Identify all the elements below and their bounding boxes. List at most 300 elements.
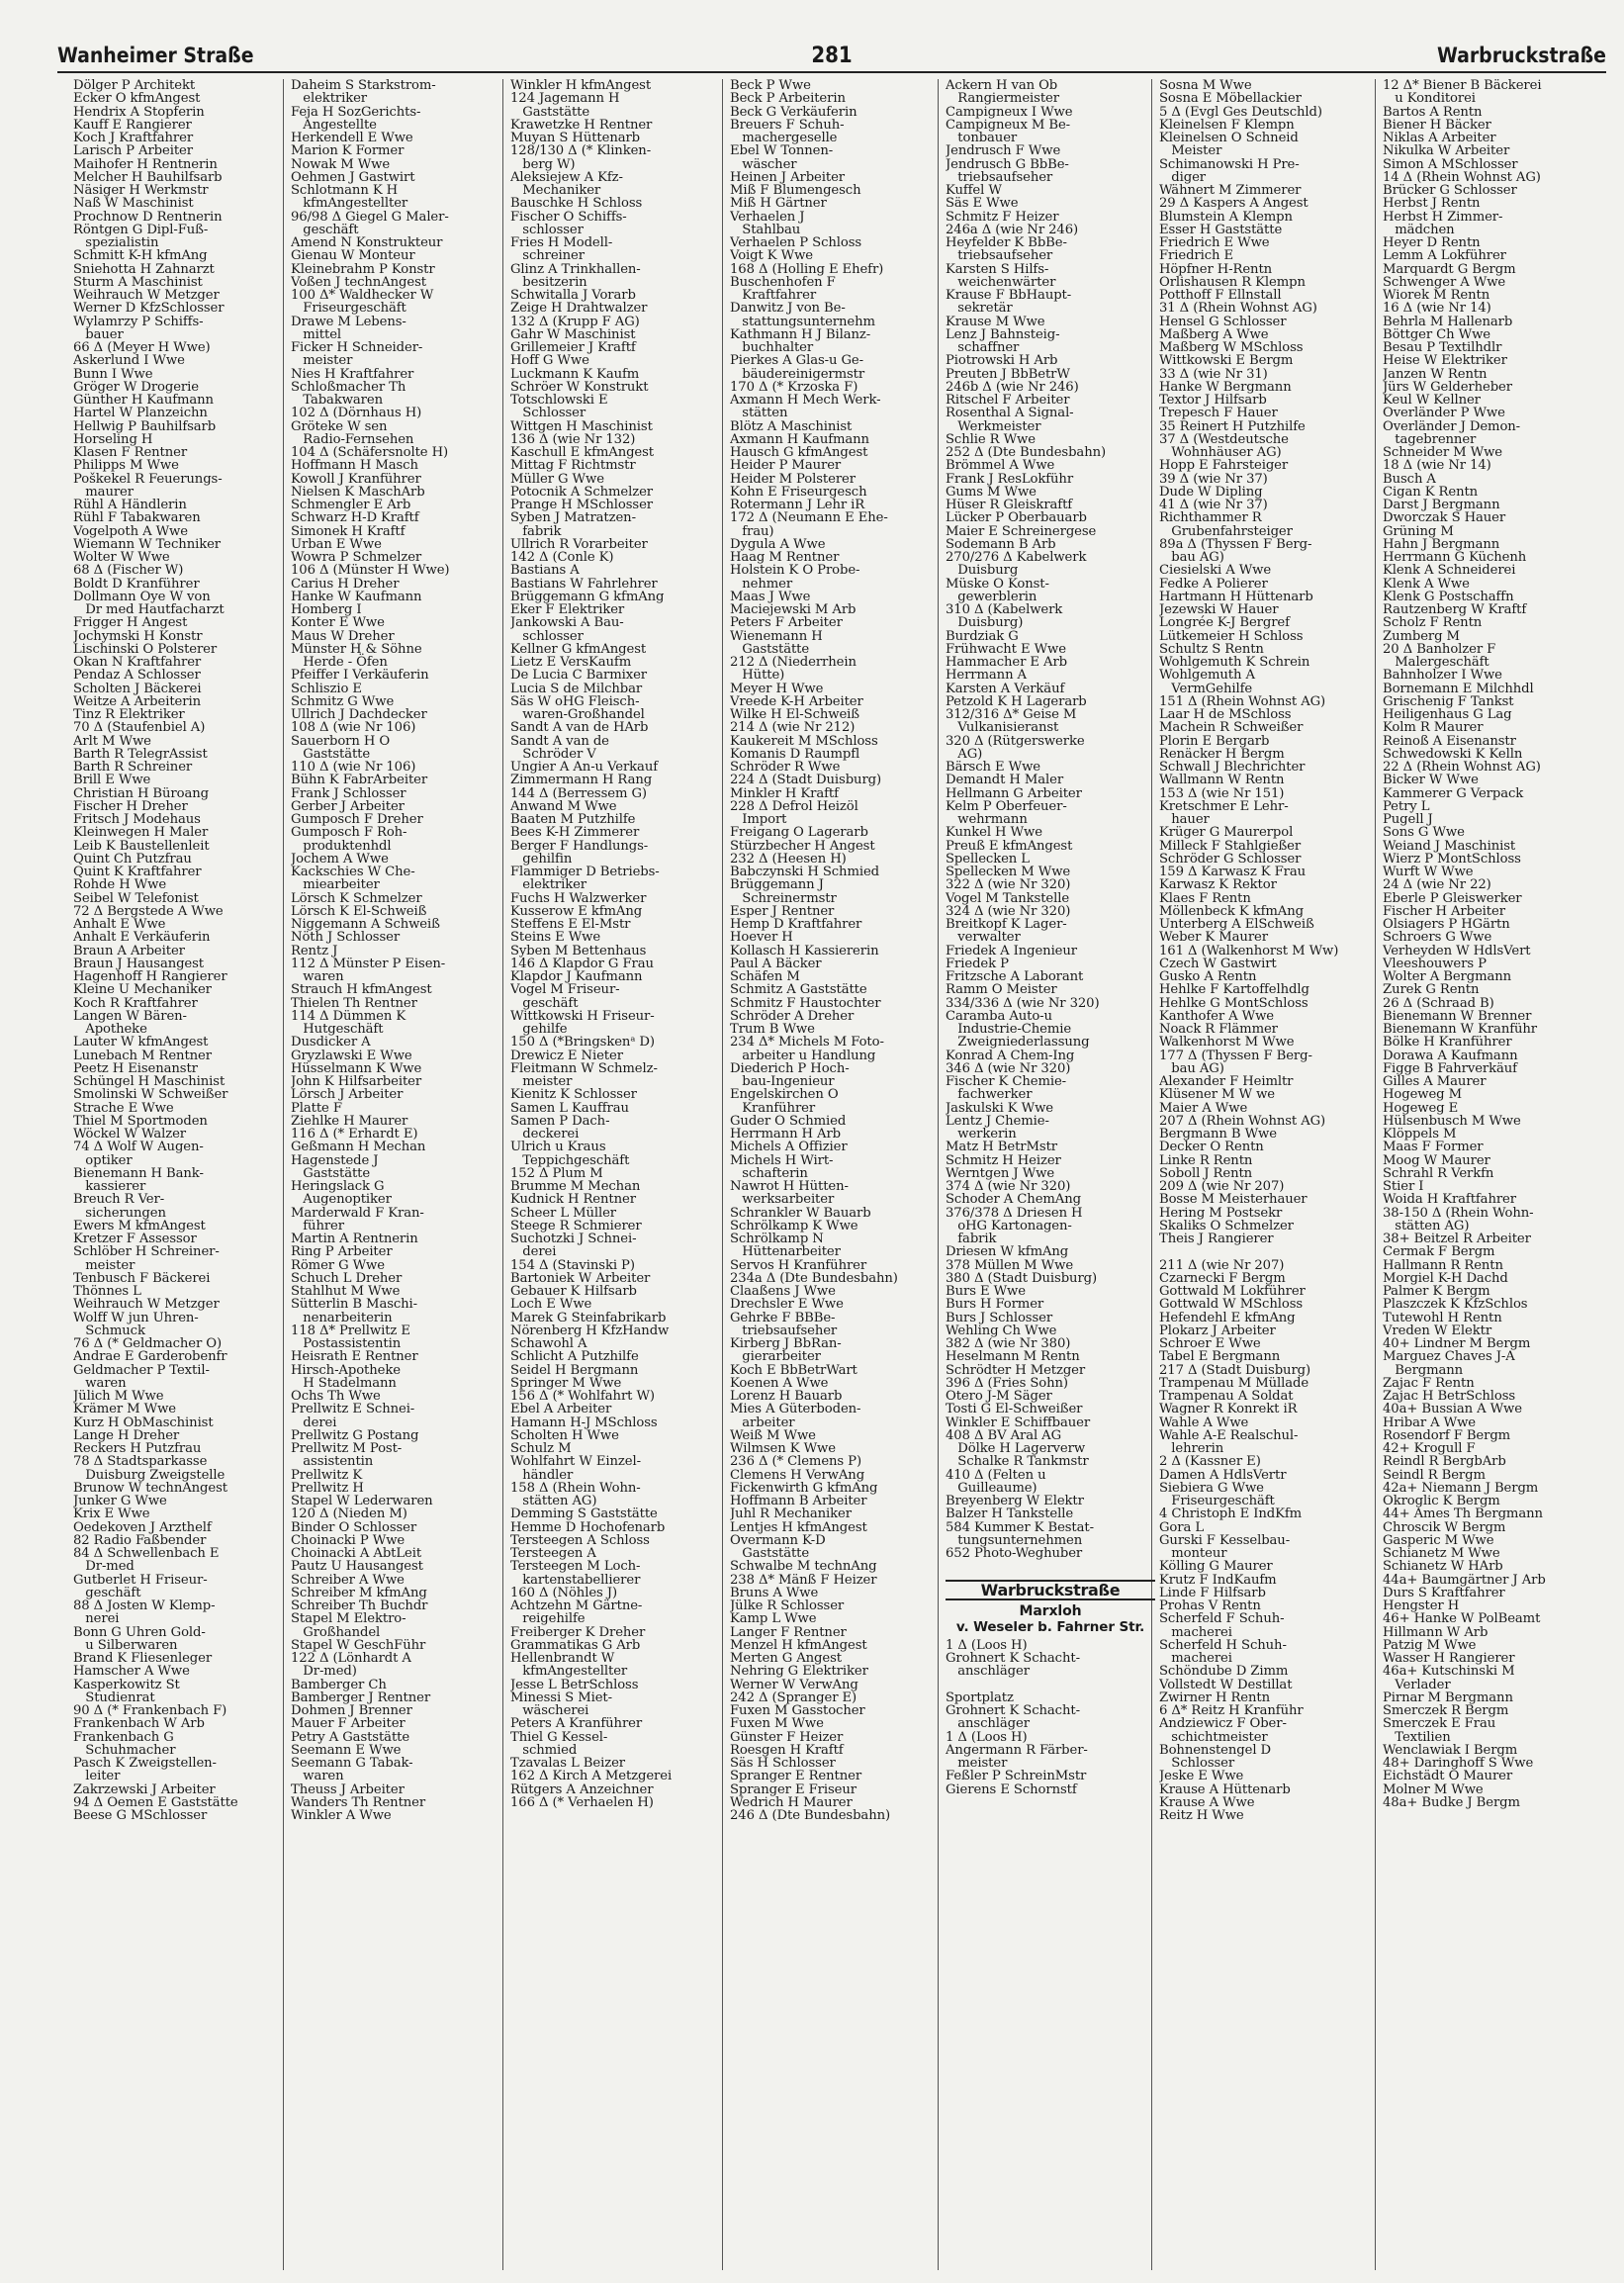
directory-entry: Theuss J Arbeiter xyxy=(291,1781,405,1797)
directory-entry: geschäft xyxy=(291,222,359,237)
directory-entry: Strauch H kfmAngest xyxy=(291,982,432,998)
directory-entry: Gums M Wwe xyxy=(946,484,1037,500)
directory-entry: Stapel W GeschFühr xyxy=(291,1637,426,1653)
directory-entry: Koch J Kraftfahrer xyxy=(73,131,194,145)
directory-entry: Choinacki A AbtLeit xyxy=(291,1546,422,1561)
directory-entry: schlosser xyxy=(510,628,584,644)
directory-entry: Tersteegen A Schloss xyxy=(510,1532,650,1548)
directory-entry: 68 Δ (Fischer W) xyxy=(73,563,184,579)
directory-entry: Braun A Arbeiter xyxy=(73,943,185,959)
directory-entry: Gaststätte xyxy=(291,746,371,762)
directory-entry: Bastians A xyxy=(510,563,580,579)
directory-entry: sekretär xyxy=(946,301,1013,317)
directory-entry: 378 Müllen M Wwe xyxy=(946,1257,1074,1273)
directory-entry: Nehring G Elektriker xyxy=(730,1664,868,1680)
directory-entry: Stahlhut M Wwe xyxy=(291,1284,401,1299)
directory-entry: Esper J Rentner xyxy=(730,903,835,919)
directory-entry: 84 Δ Schwellenbach E xyxy=(73,1546,220,1561)
directory-entry: Kelm P Oberfeuer- xyxy=(946,798,1067,814)
directory-entry: Rentz J xyxy=(291,943,338,959)
directory-entry: Kirberg J BbRan- xyxy=(730,1336,842,1351)
directory-entry: Kasperkowitz St xyxy=(73,1677,180,1692)
directory-entry: 252 Δ (Dte Bundesbahn) xyxy=(946,445,1107,460)
directory-entry: Dusdicker A xyxy=(291,1035,371,1050)
directory-entry: 88 Δ Josten W Klemp- xyxy=(73,1598,216,1613)
directory-entry: kassierer xyxy=(73,1179,146,1194)
directory-entry: Seemann E Wwe xyxy=(291,1742,402,1758)
directory-entry: 161 Δ (Walkenhorst M Ww) xyxy=(1159,943,1339,959)
directory-entry: Wienemann H xyxy=(730,628,823,644)
directory-entry: Prellwitz G Postang xyxy=(291,1427,419,1443)
directory-entry: Schmengler E Arb xyxy=(291,498,411,512)
directory-entry: Berger F Handlungs- xyxy=(510,838,649,854)
directory-entry: 246a Δ (wie Nr 246) xyxy=(946,222,1079,237)
directory-entry: Hribar A Wwe xyxy=(1383,1415,1476,1430)
directory-entry: Gottwald W MSchloss xyxy=(1159,1297,1304,1313)
directory-entry: Brüggemann G kfmAng xyxy=(510,589,665,604)
directory-entry: Burs J Schlosser xyxy=(946,1310,1053,1325)
directory-entry: Herbst J Rentn xyxy=(1383,196,1481,212)
directory-entry: Bartos A Rentn xyxy=(1383,104,1483,120)
directory-entry: Gottwald M Lokführer xyxy=(1159,1284,1306,1299)
directory-entry: Schreinermstr xyxy=(730,890,837,906)
directory-entry: Simon A MSchlosser xyxy=(1383,156,1518,172)
directory-entry: 142 Δ (Conle K) xyxy=(510,550,614,565)
directory-entry: 114 Δ Dümmen K xyxy=(291,1008,406,1024)
directory-entry: händler xyxy=(510,1467,574,1483)
directory-entry: Vollstedt W Destillat xyxy=(1159,1677,1293,1692)
directory-entry: Schneider M Wwe xyxy=(1383,445,1503,460)
directory-entry: Loch E Wwe xyxy=(510,1297,592,1313)
directory-entry: schmied xyxy=(510,1742,578,1758)
directory-entry: Axmann H Mech Werk- xyxy=(730,393,881,408)
directory-entry: 40a+ Bussian A Wwe xyxy=(1383,1402,1522,1417)
directory-entry: Miß H Gärtner xyxy=(730,196,827,212)
directory-entry: kfmAngestellter xyxy=(291,196,408,212)
directory-entry: Hogeweg M xyxy=(1383,1087,1463,1103)
directory-entry: Beese G MSchlosser xyxy=(73,1808,208,1823)
directory-entry: Trepesch F Hauer xyxy=(1159,406,1278,421)
directory-entry: stätten AG) xyxy=(1383,1218,1470,1233)
directory-entry: Frankenbach W Arb xyxy=(73,1716,205,1732)
directory-entry: Guilleaume) xyxy=(946,1480,1038,1496)
directory-entry: Steins E Wwe xyxy=(510,930,601,946)
directory-entry: Drawe M Lebens- xyxy=(291,314,406,329)
directory-entry: 35 Reinert H Putzhilfe xyxy=(1159,418,1306,434)
directory-entry: Schmitz F Haustochter xyxy=(730,995,881,1011)
directory-entry: schaffner xyxy=(946,340,1020,355)
directory-entry: Zweigniederlassung xyxy=(946,1035,1090,1050)
directory-entry: Krause M Wwe xyxy=(946,314,1045,329)
directory-entry: Wilmsen K Wwe xyxy=(730,1441,836,1456)
directory-entry: Heinen J Arbeiter xyxy=(730,169,845,185)
directory-entry: Wiemann W Techniker xyxy=(73,536,222,552)
directory-entry: stattungsunternehm xyxy=(730,314,875,329)
directory-entry: Hellmann G Arbeiter xyxy=(946,785,1082,801)
directory-entry: Schröder A Dreher xyxy=(730,1008,855,1024)
directory-entry: Wedrich H Maurer xyxy=(730,1794,853,1810)
directory-entry: Schwalbe M technAng xyxy=(730,1559,877,1575)
directory-entry: Kienitz K Schlosser xyxy=(510,1087,637,1103)
directory-entry: spezialistin xyxy=(73,235,159,250)
directory-entry: Krause A Hüttenarb xyxy=(1159,1781,1291,1797)
directory-entry: Voßen J technAngest xyxy=(291,274,426,290)
directory-entry: Kammerer G Verpack xyxy=(1383,785,1524,801)
directory-entry: Moog W Maurer xyxy=(1383,1152,1490,1168)
directory-entry: Servos H Kranführer xyxy=(730,1257,867,1273)
directory-entry: 1 Δ (Loos H) xyxy=(946,1729,1028,1745)
directory-entry: 156 Δ (* Wohlfahrt W) xyxy=(510,1389,655,1404)
directory-entry: Krawetzke H Rentner xyxy=(510,117,653,133)
directory-entry: 33 Δ (wie Nr 31) xyxy=(1159,366,1268,382)
directory-entry: Schulz M xyxy=(510,1441,572,1456)
directory-entry: Schmitz A Gaststätte xyxy=(730,982,867,998)
directory-entry: Prellwitz K xyxy=(291,1467,363,1483)
directory-entry: Hagenstede J xyxy=(291,1152,379,1168)
directory-entry: weichenwärter xyxy=(946,274,1056,290)
directory-entry: Kraftfahrer xyxy=(730,288,817,303)
directory-entry: Friedek P xyxy=(946,956,1009,971)
directory-entry: Braun J Hausangest xyxy=(73,956,205,971)
directory-entry: Bühn K FabrArbeiter xyxy=(291,773,428,788)
directory-entry: Burdziak G xyxy=(946,628,1019,644)
directory-entry: Ackern H van Ob xyxy=(946,79,1058,93)
directory-entry: Mies A Güterboden- xyxy=(730,1402,861,1417)
directory-entry: Brunow W technAngest xyxy=(73,1480,227,1496)
directory-entry: 82 Radio Faßbender xyxy=(73,1532,207,1548)
directory-entry: Juhl R Mechaniker xyxy=(730,1507,852,1522)
directory-entry: Skaliks O Schmelzer xyxy=(1159,1218,1294,1233)
directory-entry: Schianetz M Wwe xyxy=(1383,1546,1500,1561)
directory-entry: Zwirner H Rentn xyxy=(1159,1689,1270,1705)
directory-entry: Hüttenarbeiter xyxy=(730,1244,841,1260)
directory-entry: Laar H de MSchloss xyxy=(1159,707,1292,722)
directory-entry: gierarbeiter xyxy=(730,1349,821,1365)
directory-entry: Gurski F Kesselbau- xyxy=(1159,1532,1291,1548)
directory-entry: Sons G Wwe xyxy=(1383,825,1465,841)
directory-entry: hauer xyxy=(1159,812,1210,827)
directory-entry: Wolter A Bergmann xyxy=(1383,969,1512,984)
directory-entry: Pirnar M Bergmann xyxy=(1383,1689,1513,1705)
directory-entry: waren-Großhandel xyxy=(510,707,645,722)
directory-entry: Postassistentin xyxy=(291,1336,402,1351)
directory-entry: 26 Δ (Schraad B) xyxy=(1383,995,1494,1011)
directory-entry: Schlicht A Putzhilfe xyxy=(510,1349,639,1365)
directory-entry: Schroer E Wwe xyxy=(1159,1336,1261,1351)
directory-entry: Wittkowski E Bergm xyxy=(1159,353,1294,369)
directory-entry: Schuhmacher xyxy=(73,1742,176,1758)
directory-entry: Brücker G Schlosser xyxy=(1383,183,1517,198)
directory-entry: Gienau W Monteur xyxy=(291,248,415,264)
directory-entry: Herkendell E Wwe xyxy=(291,131,413,145)
directory-entry: 78 Δ Stadtsparkasse xyxy=(73,1454,208,1470)
directory-entry: Grubenfahrsteiger xyxy=(1159,523,1293,539)
directory-entry: Hoffmann H Masch xyxy=(291,458,418,474)
directory-entry: Molner M Wwe xyxy=(1383,1781,1484,1797)
directory-entry: Prochnow D Rentnerin xyxy=(73,209,223,225)
directory-entry: Wagner R Konrekt iR xyxy=(1159,1402,1298,1417)
directory-entry: AG) xyxy=(946,746,983,762)
directory-entry: Wittgen H Maschinist xyxy=(510,418,653,434)
directory-entry: Zimmermann H Rang xyxy=(510,773,653,788)
directory-entry: 12 Δ* Biener B Bäckerei xyxy=(1383,79,1542,93)
directory-entry: Niggemann A Schweiß xyxy=(291,917,440,932)
directory-entry: Spellecken M Wwe xyxy=(946,865,1071,879)
directory-entry: Horseling H xyxy=(73,431,153,447)
directory-entry: 324 Δ (wie Nr 320) xyxy=(946,903,1071,919)
directory-entry: Wilke H El-Schweiß xyxy=(730,707,859,722)
directory-entry: 224 Δ (Stadt Duisburg) xyxy=(730,773,882,788)
directory-entry: Samen L Kauffrau xyxy=(510,1100,629,1116)
directory-entry: besitzerin xyxy=(510,274,587,290)
directory-entry: Niklas A Arbeiter xyxy=(1383,131,1496,145)
directory-entry: u Konditorei xyxy=(1383,91,1476,107)
directory-entry: Lange H Dreher xyxy=(73,1427,180,1443)
directory-entry: Weitze A Arbeiterin xyxy=(73,693,201,709)
directory-entry: Schrahl R Verkfn xyxy=(1383,1165,1494,1181)
directory-entry: 128/130 Δ (* Klinken- xyxy=(510,143,652,159)
directory-entry: 118 Δ* Prellwitz E xyxy=(291,1323,410,1338)
directory-entry: Quint Ch Putzfrau xyxy=(73,851,192,867)
directory-entry: Thiel G Kessel- xyxy=(510,1729,608,1745)
directory-entry: Hamscher A Wwe xyxy=(73,1664,190,1680)
directory-entry: werkerin xyxy=(946,1127,1017,1142)
directory-entry: Czarnecki F Bergm xyxy=(1159,1270,1286,1286)
directory-entry: Hemme D Hochofenarb xyxy=(510,1519,666,1535)
directory-entry: Ewers M kfmAngest xyxy=(73,1218,206,1233)
directory-entry: Overmann K-D xyxy=(730,1532,826,1548)
directory-entry: Schimanowski H Pre- xyxy=(1159,156,1300,172)
directory-entry: miearbeiter xyxy=(291,877,380,893)
directory-entry: 124 Jagemann H xyxy=(510,91,620,107)
directory-column-6 xyxy=(1159,79,1377,2270)
directory-entry: reigehilfe xyxy=(510,1611,586,1627)
directory-entry: Werner W VerwAng xyxy=(730,1677,858,1692)
directory-entry: Prellwitz M Post- xyxy=(291,1441,403,1456)
directory-entry: 108 Δ (wie Nr 106) xyxy=(291,720,416,736)
directory-entry: Thönnes L xyxy=(73,1284,141,1299)
directory-entry: Trampenau A Soldat xyxy=(1159,1389,1294,1404)
street-section-title: Warbruckstraße xyxy=(946,1580,1155,1600)
directory-entry: Schultz S Rentn xyxy=(1159,641,1264,657)
directory-entry: Petry A Gaststätte xyxy=(291,1729,410,1745)
directory-entry: 214 Δ (wie Nr 212) xyxy=(730,720,856,736)
directory-entry: Petry L xyxy=(1383,798,1430,814)
directory-entry: Radio-Fernsehen xyxy=(291,431,414,447)
directory-entry: Gahr W Maschinist xyxy=(510,326,636,342)
directory-entry: Hellwig P Bauhilfsarb xyxy=(73,418,217,434)
directory-entry: fachwerker xyxy=(946,1087,1033,1103)
directory-entry: Thielen Th Rentner xyxy=(291,995,417,1011)
directory-entry: Jezewski W Hauer xyxy=(1159,602,1279,617)
directory-entry: Andrae E Garderobenfr xyxy=(73,1349,227,1365)
directory-entry: 16 Δ (wie Nr 14) xyxy=(1383,301,1491,317)
directory-entry: Boldt D Kranführer xyxy=(73,576,200,592)
header-street-right: Warbruckstraße xyxy=(1437,44,1606,67)
directory-entry: Engelskirchen O xyxy=(730,1087,839,1103)
directory-entry: Dölger P Architekt xyxy=(73,79,196,93)
directory-entry: Arlt M Wwe xyxy=(73,733,151,749)
directory-entry xyxy=(1159,1245,1377,1258)
directory-entry: 46a+ Kutschinski M xyxy=(1383,1664,1515,1680)
directory-entry: Overländer P Wwe xyxy=(1383,406,1505,421)
directory-entry: Schröder R Wwe xyxy=(730,760,841,775)
directory-entry: Walkenhorst M Wwe xyxy=(1159,1035,1295,1050)
page-header xyxy=(57,44,1606,73)
directory-entry: Steffens E El-Mstr xyxy=(510,917,631,932)
directory-entry: Pierkes A Glas-u Ge- xyxy=(730,353,863,369)
directory-entry: Mauer F Arbeiter xyxy=(291,1716,406,1732)
directory-entry: leiter xyxy=(73,1769,121,1784)
directory-entry: Schianetz W HArb xyxy=(1383,1559,1503,1575)
directory-entry: Ebel A Arbeiter xyxy=(510,1402,612,1417)
directory-entry: Bienemann H Bank- xyxy=(73,1165,204,1181)
directory-entry: Konrad A Chem-Ing xyxy=(946,1048,1075,1063)
directory-entry: Platte F xyxy=(291,1100,342,1116)
directory-entry: Röntgen G Dipl-Fuß- xyxy=(73,222,209,237)
directory-entry: Fuchs H Walzwerker xyxy=(510,890,647,906)
directory-entry: Larisch P Arbeiter xyxy=(73,143,193,159)
directory-entry: Luckmann K Kaufm xyxy=(510,366,640,382)
directory-entry: Holstein K O Probe- xyxy=(730,563,860,579)
directory-entry: Schlosser xyxy=(1159,1756,1235,1771)
directory-entry: Maus W Dreher xyxy=(291,628,395,644)
directory-entry: Fuxen M Wwe xyxy=(730,1716,824,1732)
directory-entry: Fuxen M Gasstocher xyxy=(730,1703,865,1718)
directory-entry: Schüngel H Maschinist xyxy=(73,1074,226,1089)
directory-entry: Campigneux I Wwe xyxy=(946,104,1073,120)
directory-entry: Michels H Wirt- xyxy=(730,1152,834,1168)
directory-entry: Werner D KfzSchlosser xyxy=(73,301,225,317)
directory-entry: Mittag F Richtmstr xyxy=(510,458,636,474)
directory-entry: maurer xyxy=(73,484,134,500)
directory-entry: Kurz H ObMaschinist xyxy=(73,1415,214,1430)
directory-entry: Sandt A van de xyxy=(510,733,609,749)
directory-entry: Richthammer R xyxy=(1159,510,1262,526)
directory-entry: Gehrke F BBBe- xyxy=(730,1310,836,1325)
directory-entry: Bohnenstengel D xyxy=(1159,1742,1272,1758)
directory-entry: Bastians W Fahrlehrer xyxy=(510,576,658,592)
directory-entry: Säs E Wwe xyxy=(946,196,1019,212)
directory-entry: Milleck F Stahlgießer xyxy=(1159,838,1302,854)
directory-entry: Peters F Arbeiter xyxy=(730,615,843,631)
directory-entry: Bruns A Wwe xyxy=(730,1585,819,1600)
directory-entry: 72 Δ Bergstede A Wwe xyxy=(73,903,224,919)
directory-entry: Stapel W Lederwaren xyxy=(291,1494,433,1508)
directory-entry: Wohlgemuth A xyxy=(1159,668,1255,684)
directory-entry: frau) xyxy=(730,523,774,539)
directory-entry: Bahnholzer I Wwe xyxy=(1383,668,1502,684)
directory-entry: 160 Δ (Nöhles J) xyxy=(510,1585,618,1600)
directory-entry: Freiberger K Dreher xyxy=(510,1624,646,1640)
directory-entry: Lietz E VersKaufm xyxy=(510,655,632,670)
directory-entry: Fleitmann W Schmelz- xyxy=(510,1060,658,1076)
directory-entry: Stapel M Elektro- xyxy=(291,1611,406,1627)
directory-entry: Besau P Textilhdlr xyxy=(1383,340,1502,355)
directory-entry: stätten AG) xyxy=(510,1494,597,1508)
directory-entry: Lunebach M Rentner xyxy=(73,1048,212,1063)
directory-entry: Caramba Auto-u xyxy=(946,1008,1052,1024)
directory-entry: Hoffmann B Arbeiter xyxy=(730,1494,867,1508)
directory-entry: Reckers H Putzfrau xyxy=(73,1441,202,1456)
directory-entry: Voigt K Wwe xyxy=(730,248,813,264)
directory-entry: Kleine U Mechaniker xyxy=(73,982,212,998)
directory-entry: Okroglic K Bergm xyxy=(1383,1494,1500,1508)
directory-entry: 234a Δ (Dte Bundesbahn) xyxy=(730,1270,898,1286)
directory-entry: Beck G Verkäuferin xyxy=(730,104,857,120)
directory-entry: Martin A Rentnerin xyxy=(291,1232,418,1246)
directory-entry: Winkler E Schiffbauer xyxy=(946,1415,1091,1430)
directory-entry: Bicker W Wwe xyxy=(1383,773,1479,788)
directory-entry: Hallmann R Rentn xyxy=(1383,1257,1503,1273)
directory-entry: Duisburg xyxy=(946,563,1019,579)
directory-entry: Friseurgeschäft xyxy=(291,301,406,317)
directory-entry: bauer xyxy=(73,326,124,342)
directory-entry: Lörsch J Arbeiter xyxy=(291,1087,404,1103)
directory-entry: Hemp D Kraftfahrer xyxy=(730,917,862,932)
directory-entry: Gasperic M Wwe xyxy=(1383,1532,1494,1548)
directory-entry: Oedekoven J Arzthelf xyxy=(73,1519,212,1535)
directory-entry: 70 Δ (Staufenbiel A) xyxy=(73,720,206,736)
directory-entry: Duisburg) xyxy=(946,615,1024,631)
directory-entry: Schmitz G Wwe xyxy=(291,693,395,709)
directory-entry: Jülke R Schlosser xyxy=(730,1598,845,1613)
directory-entry: 211 Δ (wie Nr 207) xyxy=(1159,1257,1285,1273)
directory-entry: Tosti G El-Schweißer xyxy=(946,1402,1083,1417)
directory-entry: Schrankler W Bauarb xyxy=(730,1205,871,1221)
directory-entry: Heiligenhaus G Lag xyxy=(1383,707,1512,722)
directory-entry: Wowra P Schmelzer xyxy=(291,550,422,565)
page-number: 281 xyxy=(811,44,853,68)
directory-entry: Tenbusch F Bäckerei xyxy=(73,1270,211,1286)
directory-entry: Cigan K Rentn xyxy=(1383,484,1479,500)
directory-entry: waren xyxy=(73,1375,127,1391)
directory-entry: De Lucia C Barmixer xyxy=(510,668,647,684)
directory-entry: Sodemann B Arb xyxy=(946,536,1056,552)
directory-entry: arbeiter u Handlung xyxy=(730,1048,876,1063)
directory-entry: Hoff G Wwe xyxy=(510,353,589,369)
directory-entry: Machein R Schweißer xyxy=(1159,720,1304,736)
directory-entry: Karsten S Hilfs- xyxy=(946,261,1049,277)
directory-entry: 151 Δ (Rhein Wohnst AG) xyxy=(1159,693,1326,709)
directory-entry: gehilfin xyxy=(510,851,573,867)
directory-entry: waren xyxy=(291,969,344,984)
directory-entry: Rosenthal A Signal- xyxy=(946,406,1074,421)
directory-entry: 24 Δ (wie Nr 22) xyxy=(1383,877,1491,893)
directory-entry: 228 Δ Defrol Heizöl xyxy=(730,798,858,814)
directory-entry: Hopp E Fahrsteiger xyxy=(1159,458,1289,474)
directory-entry: Brill E Wwe xyxy=(73,773,151,788)
directory-entry: Merten G Angest xyxy=(730,1651,842,1666)
directory-entry: Preuß E kfmAngest xyxy=(946,838,1073,854)
directory-entry: Prellwitz H xyxy=(291,1480,364,1496)
directory-entry: Petzold K H Lagerarb xyxy=(946,693,1087,709)
directory-entry: Scheer L Müller xyxy=(510,1205,617,1221)
directory-entry: Hehlke F Kartoffelhdlg xyxy=(1159,982,1309,998)
directory-entry: Kleinelsen O Schneid xyxy=(1159,131,1299,145)
directory-entry: Tinz R Elektriker xyxy=(73,707,185,722)
directory-entry: Gusko A Rentn xyxy=(1159,969,1257,984)
directory-entry: Konter E Wwe xyxy=(291,615,385,631)
directory-entry: 110 Δ (wie Nr 106) xyxy=(291,760,416,775)
directory-entry: Angestellte xyxy=(291,117,377,133)
directory-entry: Säs H Schlosser xyxy=(730,1756,836,1771)
directory-entry: 120 Δ (Nieden M) xyxy=(291,1507,407,1522)
directory-entry: 18 Δ (wie Nr 14) xyxy=(1383,458,1491,474)
directory-entry: Hartel W Planzeichn xyxy=(73,406,208,421)
directory-entry: bau-Ingenieur xyxy=(730,1074,835,1089)
directory-entry: elektriker xyxy=(510,877,587,893)
